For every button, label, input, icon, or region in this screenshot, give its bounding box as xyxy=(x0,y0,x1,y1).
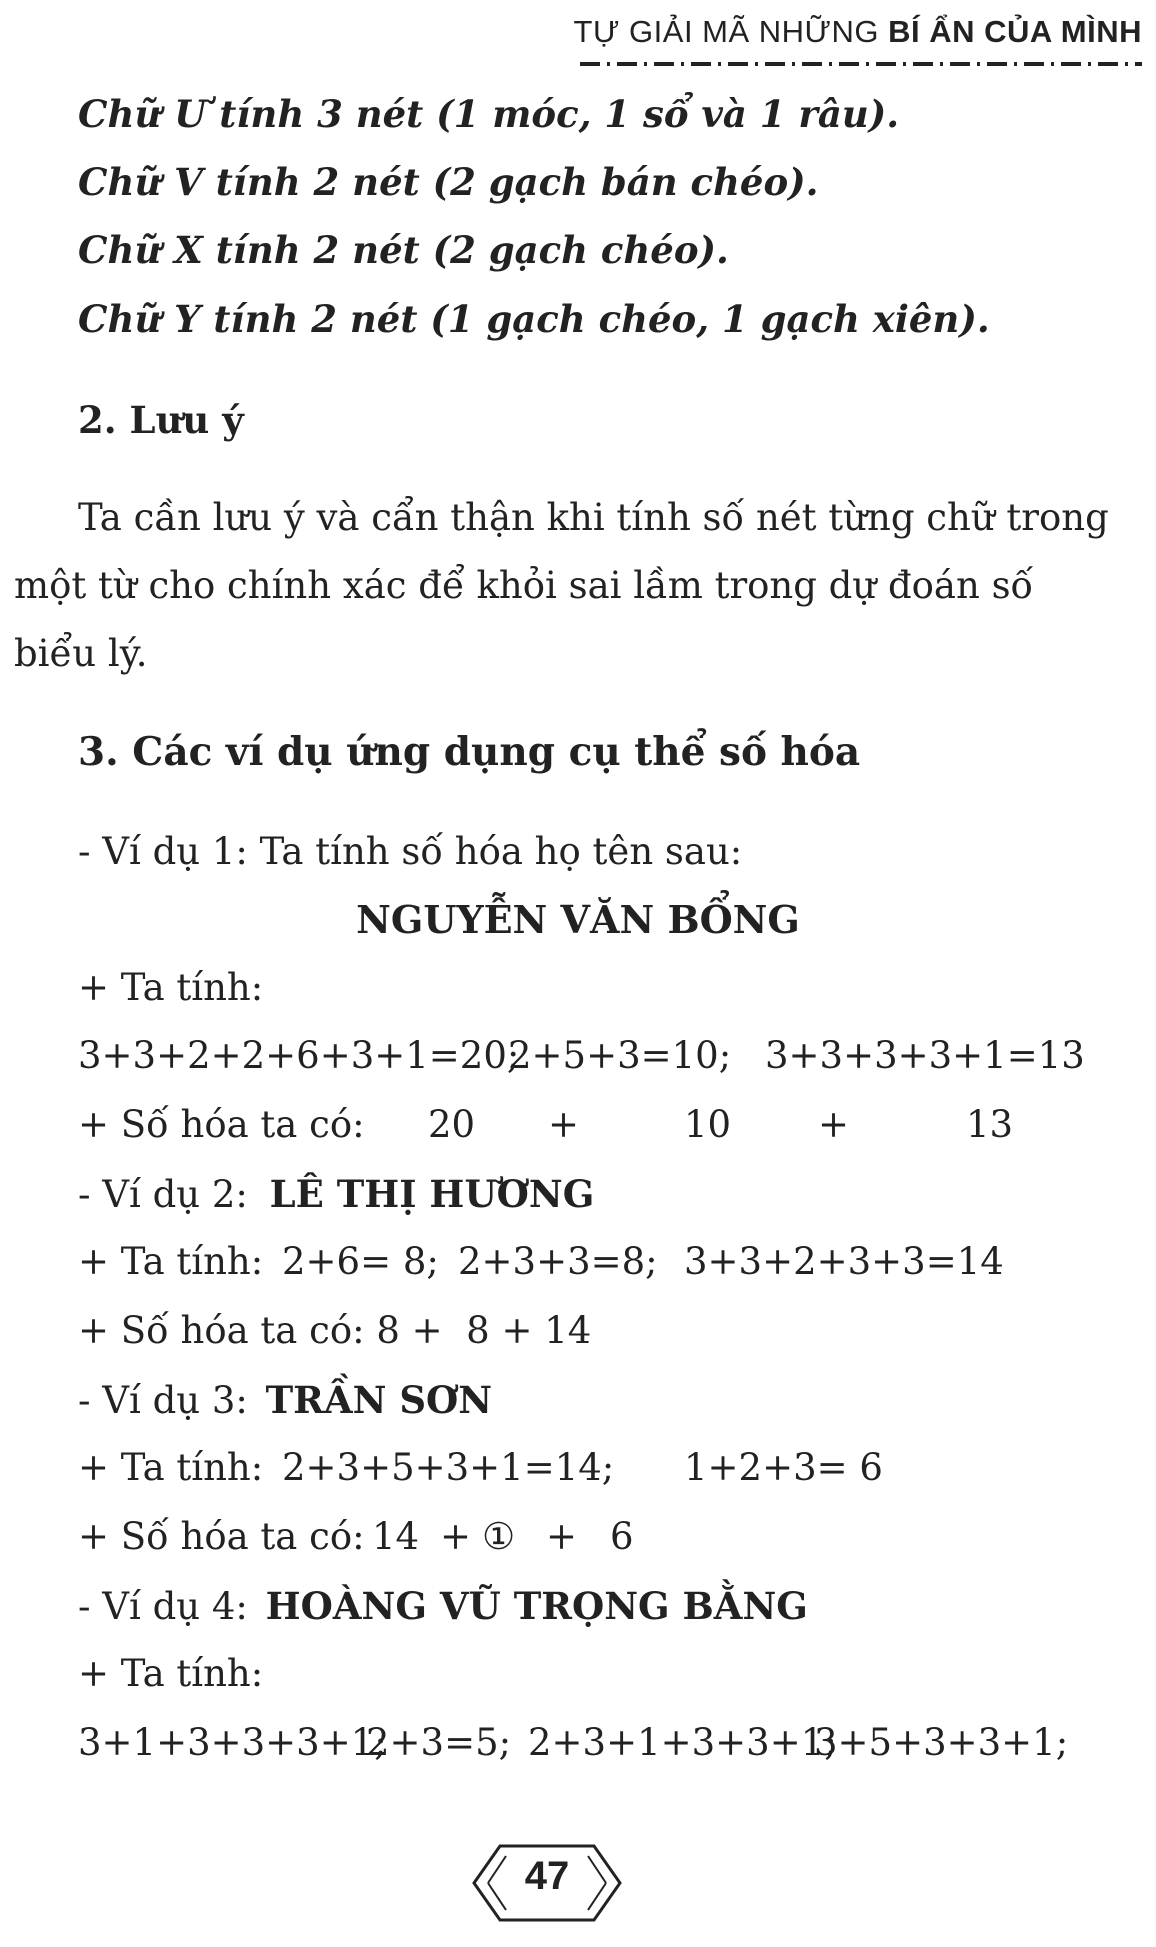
rule-line: Chữ X tính 2 nét (2 gạch chéo). xyxy=(78,228,729,272)
rule-line: Chữ Y tính 2 nét (1 gạch chéo, 1 gạch xiên). xyxy=(78,297,990,341)
result-part: 6 xyxy=(610,1515,634,1558)
header-rule xyxy=(580,62,1142,66)
result-row xyxy=(0,1515,1156,1559)
paragraph-line: Ta cần lưu ý và cẩn thận khi tính số nét từng chữ trong xyxy=(78,496,1109,539)
calc-part: 1+2+3= 6 xyxy=(684,1446,883,1489)
paragraph-line: một từ cho chính xác để khỏi sai lầm trong dự đoán số xyxy=(14,564,1034,607)
header-bold: BÍ ẨN CỦA MÌNH xyxy=(888,14,1142,49)
result-part: + xyxy=(548,1103,580,1146)
result-part: + xyxy=(440,1515,472,1558)
example-label: - Ví dụ 2: xyxy=(78,1173,248,1216)
calc-part: 2+5+3=10; xyxy=(508,1034,732,1077)
section-heading: 3. Các ví dụ ứng dụng cụ thể số hóa xyxy=(78,729,861,775)
calc-label: + Ta tính: xyxy=(78,966,264,1009)
section-heading: 2. Lưu ý xyxy=(78,398,244,442)
result-line: + Số hóa ta có: 8 + 8 + 14 xyxy=(78,1309,592,1352)
header-prefix: TỰ GIẢI MÃ NHỮNG xyxy=(573,14,880,49)
rule-line: Chữ V tính 2 nét (2 gạch bán chéo). xyxy=(78,160,819,204)
result-part: + xyxy=(546,1515,578,1558)
calc-part: 2+3+3=8; xyxy=(458,1240,658,1283)
result-label: + Số hóa ta có: xyxy=(78,1103,365,1146)
calc-row xyxy=(0,1240,1156,1284)
example-header xyxy=(78,1378,492,1423)
example-name: HOÀNG VŨ TRỌNG BẰNG xyxy=(265,1584,808,1628)
calc-row xyxy=(0,1721,1156,1765)
result-part: + xyxy=(818,1103,850,1146)
calc-part: 2+6= 8; xyxy=(282,1240,439,1283)
calc-row xyxy=(0,1446,1156,1490)
result-label: + Số hóa ta có: xyxy=(78,1515,365,1558)
example-label: - Ví dụ 4: xyxy=(78,1585,248,1628)
example-name: LÊ THỊ HƯƠNG xyxy=(269,1172,595,1216)
page-number: 47 xyxy=(524,1854,570,1898)
result-row xyxy=(0,1103,1156,1147)
calc-row xyxy=(0,1034,1156,1078)
example-name: TRẦN SƠN xyxy=(265,1378,493,1422)
circled-one: ① xyxy=(482,1515,516,1558)
calc-label: + Ta tính: xyxy=(78,1240,264,1283)
example-name: NGUYỄN VĂN BỔNG xyxy=(356,897,800,942)
result-part: 20 xyxy=(428,1103,476,1146)
page-number-badge xyxy=(470,1840,624,1926)
example-header xyxy=(78,1172,594,1217)
calc-part: 3+1+3+3+3+1; xyxy=(78,1721,387,1764)
result-part: 14 xyxy=(372,1515,420,1558)
calc-part: 2+3+5+3+1=14; xyxy=(282,1446,615,1489)
calc-part: 3+3+3+3+1=13 xyxy=(765,1034,1085,1077)
result-part: 10 xyxy=(684,1103,732,1146)
example-header xyxy=(78,1584,808,1629)
calc-part: 3+3+2+3+3=14 xyxy=(684,1240,1004,1283)
calc-label: + Ta tính: xyxy=(78,1652,264,1695)
calc-label: + Ta tính: xyxy=(78,1446,264,1489)
running-header xyxy=(574,14,1142,50)
rule-line: Chữ Ư tính 3 nét (1 móc, 1 sổ và 1 râu). xyxy=(78,92,900,136)
calc-part: 3+5+3+3+1; xyxy=(814,1721,1069,1764)
calc-part: 2+3=5; xyxy=(366,1721,512,1764)
calc-part: 2+3+1+3+3+1; xyxy=(528,1721,837,1764)
example-label: - Ví dụ 3: xyxy=(78,1379,248,1422)
result-part: 13 xyxy=(966,1103,1014,1146)
paragraph-line: biểu lý. xyxy=(14,632,148,675)
example-intro: - Ví dụ 1: Ta tính số hóa họ tên sau: xyxy=(78,830,743,873)
calc-part: 3+3+2+2+6+3+1=20; xyxy=(78,1034,520,1077)
